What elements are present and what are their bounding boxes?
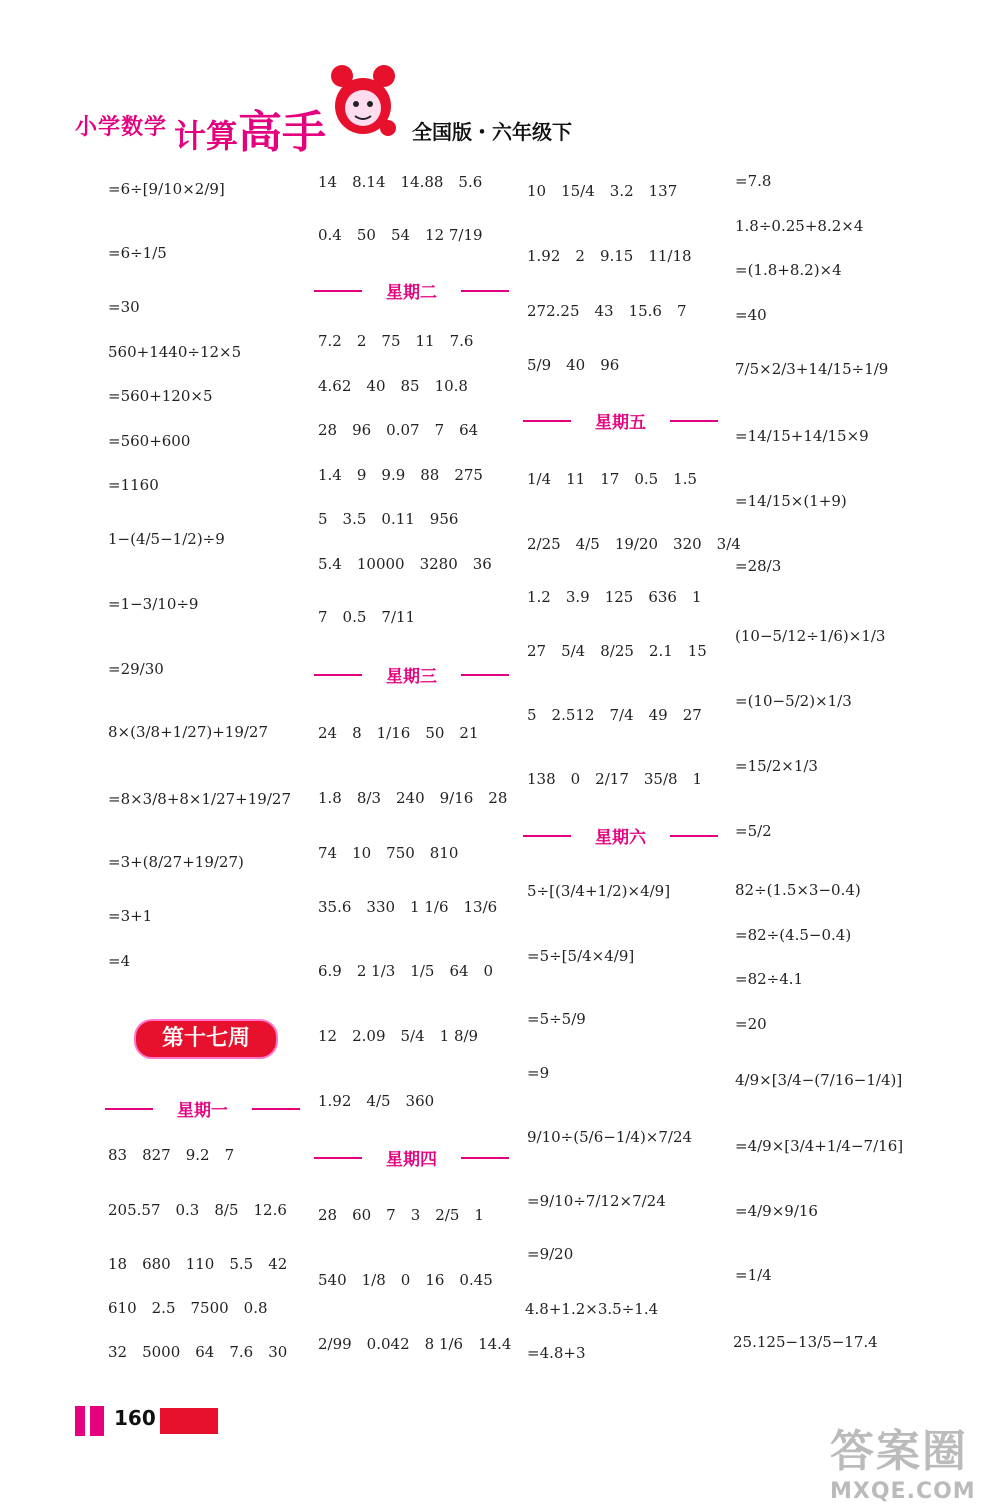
line: =82÷4.1 (735, 970, 804, 988)
line: 35.6 330 1 1/6 13/6 (318, 898, 498, 916)
day-heading-friday: 星期五 (523, 408, 718, 434)
line: 1.92 2 9.15 11/18 (527, 247, 692, 265)
line: 4.8+1.2×3.5÷1.4 (525, 1300, 659, 1318)
line: 10 15/4 3.2 137 (527, 182, 678, 200)
line: 1−(4/5−1/2)÷9 (108, 530, 225, 548)
line: 610 2.5 7500 0.8 (108, 1299, 268, 1317)
line: 205.57 0.3 8/5 12.6 (108, 1201, 287, 1219)
line: =9/10÷7/12×7/24 (527, 1192, 666, 1210)
line: 6.9 2 1/3 1/5 64 0 (318, 962, 494, 980)
line: 7/5×2/3+14/15÷1/9 (735, 360, 889, 378)
line: 272.25 43 15.6 7 (527, 302, 687, 320)
line: =6÷1/5 (108, 244, 167, 262)
week-badge: 第十七周 (134, 1019, 278, 1059)
line: 32 5000 64 7.6 30 (108, 1343, 288, 1361)
line: 540 1/8 0 16 0.45 (318, 1271, 493, 1289)
line: =560+120×5 (108, 387, 213, 405)
line: =15/2×1/3 (735, 757, 818, 775)
line: 74 10 750 810 (318, 844, 459, 862)
line: =7.8 (735, 172, 772, 190)
line: =1160 (108, 476, 159, 494)
page-marker-bar (90, 1406, 104, 1436)
line: =20 (735, 1015, 767, 1033)
line: =4/9×[3/4+1/4−7/16] (735, 1137, 904, 1155)
day-heading-wednesday: 星期三 (314, 662, 509, 688)
day-heading-monday: 星期一 (105, 1096, 300, 1122)
line: 1.92 4/5 360 (318, 1092, 435, 1110)
line: 138 0 2/17 35/8 1 (527, 770, 703, 788)
line: =5÷[5/4×4/9] (527, 947, 635, 965)
line: 1.2 3.9 125 636 1 (527, 588, 702, 606)
watermark-url: MXQE.COM (830, 1479, 976, 1504)
line: 5/9 40 96 (527, 356, 620, 374)
line: 28 60 7 3 2/5 1 (318, 1206, 484, 1224)
line: =9 (527, 1064, 550, 1082)
line: 18 680 110 5.5 42 (108, 1255, 288, 1273)
line: 28 96 0.07 7 64 (318, 421, 479, 439)
line: 5 3.5 0.11 956 (318, 510, 459, 528)
line: =28/3 (735, 557, 782, 575)
day-heading-thursday: 星期四 (314, 1145, 509, 1171)
line: 7.2 2 75 11 7.6 (318, 332, 474, 350)
edition-label: 全国版・六年级下 (412, 120, 572, 144)
line: 24 8 1/16 50 21 (318, 724, 479, 742)
line: 2/25 4/5 19/20 320 3/4 (527, 535, 741, 553)
line: 1/4 11 17 0.5 1.5 (527, 470, 698, 488)
line: =3+1 (108, 907, 153, 925)
line: 9/10÷(5/6−1/4)×7/24 (527, 1128, 693, 1146)
line: 5÷[(3/4+1/2)×4/9] (527, 882, 671, 900)
line: 1.8÷0.25+8.2×4 (735, 217, 864, 235)
line: =30 (108, 298, 140, 316)
line: 4/9×[3/4−(7/16−1/4)] (735, 1071, 903, 1089)
watermark-text: 答案圈 (830, 1426, 968, 1477)
page-marker-bar (75, 1406, 85, 1436)
line: 560+1440÷12×5 (108, 343, 242, 361)
line: 0.4 50 54 12 7/19 (318, 226, 483, 244)
line: 1.4 9 9.9 88 275 (318, 466, 483, 484)
line: 83 827 9.2 7 (108, 1146, 235, 1164)
line: =1−3/10÷9 (108, 595, 199, 613)
line: =29/30 (108, 660, 164, 678)
line: =3+(8/27+19/27) (108, 853, 244, 871)
line: 2/99 0.042 8 1/6 14.4 (318, 1335, 512, 1353)
line: =(10−5/2)×1/3 (735, 692, 852, 710)
mascot-icon (328, 62, 398, 142)
day-heading-saturday: 星期六 (523, 823, 718, 849)
page-number: 160 (114, 1406, 156, 1430)
line: =5÷5/9 (527, 1010, 586, 1028)
line: =4 (108, 952, 131, 970)
line: 5 2.512 7/4 49 27 (527, 706, 702, 724)
line: =6÷[9/10×2/9] (108, 180, 225, 198)
line: =4.8+3 (527, 1344, 586, 1362)
line: 25.125−13/5−17.4 (733, 1333, 878, 1351)
book-series-label: 小学数学 (75, 115, 168, 140)
line: 5.4 10000 3280 36 (318, 555, 492, 573)
line: 27 5/4 8/25 2.1 15 (527, 642, 707, 660)
line: =560+600 (108, 432, 191, 450)
line: =14/15×(1+9) (735, 492, 847, 510)
line: 8×(3/8+1/27)+19/27 (108, 723, 269, 741)
line: =40 (735, 306, 767, 324)
line: 1.8 8/3 240 9/16 28 (318, 789, 508, 807)
line: =1/4 (735, 1266, 772, 1284)
book-title-prefix: 计算 (174, 117, 239, 155)
line: =(1.8+8.2)×4 (735, 261, 842, 279)
book-title (174, 96, 326, 160)
line: 7 0.5 7/11 (318, 608, 416, 626)
line: =82÷(4.5−0.4) (735, 926, 852, 944)
line: =9/20 (527, 1245, 574, 1263)
line: 82÷(1.5×3−0.4) (735, 881, 861, 899)
watermark (830, 1415, 990, 1504)
line: 4.62 40 85 10.8 (318, 377, 468, 395)
line: =4/9×9/16 (735, 1202, 818, 1220)
line: =5/2 (735, 822, 772, 840)
page-marker-block (160, 1408, 218, 1434)
line: =8×3/8+8×1/27+19/27 (108, 790, 291, 808)
book-title-main: 高手 (238, 107, 327, 158)
line: =14/15+14/15×9 (735, 427, 869, 445)
day-heading-tuesday: 星期二 (314, 278, 509, 304)
line: (10−5/12÷1/6)×1/3 (735, 627, 886, 645)
line: 14 8.14 14.88 5.6 (318, 173, 483, 191)
line: 12 2.09 5/4 1 8/9 (318, 1027, 479, 1045)
